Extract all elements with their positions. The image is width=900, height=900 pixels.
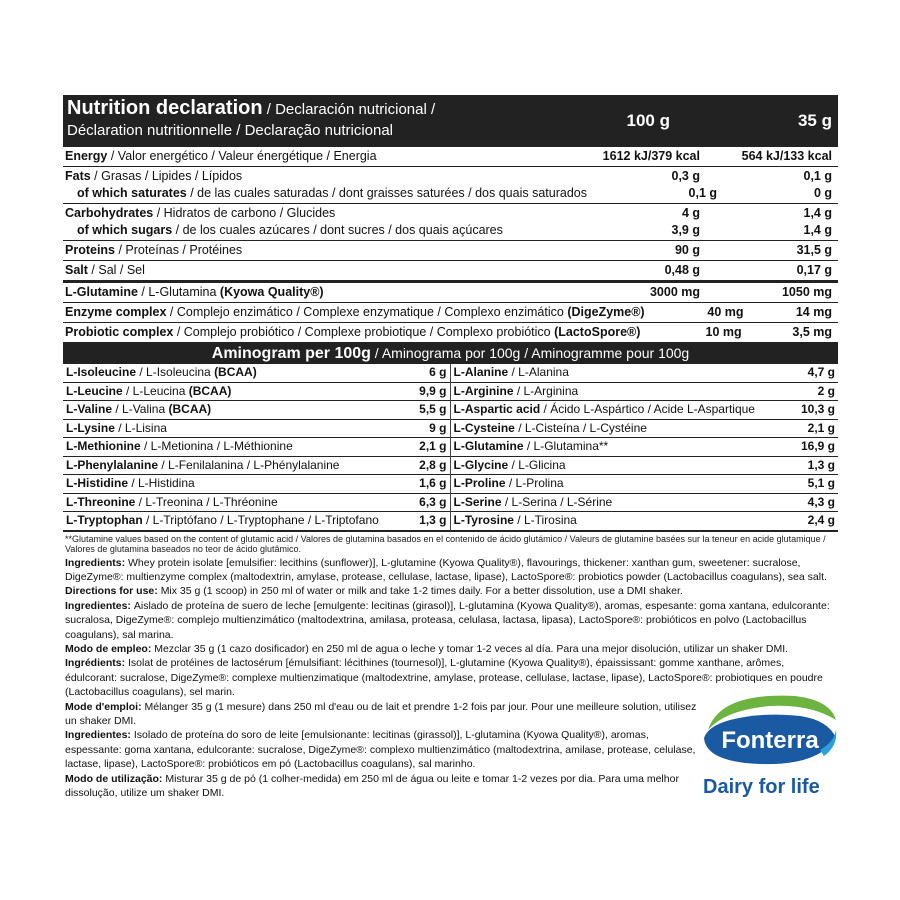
amino-acid-name: L-Tyrosine / L-Tirosina xyxy=(453,513,577,527)
amino-acid-name: L-Valine / L-Valina (BCAA) xyxy=(66,402,212,416)
aminogram-row xyxy=(63,383,450,402)
aminogram-row xyxy=(63,475,450,494)
aminogram-left-column xyxy=(63,364,451,531)
amino-acid-name: L-Cysteine / L-Cisteína / L-Cystéine xyxy=(453,420,647,435)
aminogram-row xyxy=(451,383,839,402)
aminogram-row xyxy=(451,494,839,513)
amino-acid-name: L-Phenylalanine / L-Fenilalanina / L-Phénylalanine xyxy=(66,457,340,472)
ingredients-paragraph: Ingredientes: Aislado de proteína de suero de leche [emulgente: lecitinas (girasol)], L-glutamina (Kyowa Quality®), aromas, espesante: goma xantana, edulcorante: sucralosa, DigeZyme®: complejo multienzimático (maltodextrina, amilasa, proteasa, celulasa, lactasa, lipasa), LactoSpore®: probióticos en polvo (Lactobacillus coagulans), sal marina. xyxy=(65,599,830,641)
amino-acid-value: 6,3 g xyxy=(419,494,447,509)
amino-acid-name: L-Histidine / L-Histidina xyxy=(66,476,195,490)
probiotic-group xyxy=(63,322,838,342)
aminogram-row xyxy=(451,420,839,439)
amino-acid-value: 2,8 g xyxy=(419,457,447,472)
fonterra-brand-text: Fonterra xyxy=(721,727,819,754)
proteins-row: Proteins / Proteínas / Protéines 90 g 31,5 g xyxy=(65,243,832,257)
amino-acid-value: 16,9 g xyxy=(800,439,835,453)
fats-row: Fats / Grasas / Lipides / Lípidos 0,3 g 0,1 g xyxy=(65,169,832,183)
saturates-row: of which saturates / de las cuales saturadas / dont graisses saturées / dos quais saturados 0,1 g 0 g xyxy=(77,186,832,200)
ingredients-paragraph: Ingredients: Whey protein isolate [emulsifier: lecithins (sunflower)], L-glutamine (Kyowa Quality®), flavourings, thickener: xanthan gum, sweetener: sucralose, DigeZyme®: multienzyme complex (maltodextrin, amylase, protease, cellulase, lactase, lipase), LactoSpore®: probiotics powder (Lactobacillus coagulans), sea salt. xyxy=(65,556,827,583)
aminogram-row xyxy=(451,512,839,531)
enzyme-group xyxy=(63,302,838,322)
aminogram-row xyxy=(451,438,839,457)
nutrition-title: Nutrition declaration / Declaración nutricional / Déclaration nutritionnelle / Declaração nutricional xyxy=(67,97,436,139)
amino-acid-name: L-Tryptophan / L-Triptófano / L-Tryptophane / L-Triptofano xyxy=(66,513,379,527)
ingredients-paragraph: Ingrédients: Isolat de protéines de lactosérum [émulsifiant: lécithines (tournesol)], L-glutamine (Kyowa Quality®), épaississant: gomme xanthane, arômes, édulcorant: sucralose, DigeZyme®: complexe multienzimatique (maltodextrine, amylase, protease, cellulase, lactase, lipase), LactoSpore®: probiotiques en poudre (Lactobacillus coagulans), sel marin. xyxy=(65,657,823,699)
amino-acid-value: 4,3 g xyxy=(807,494,835,509)
column-35g-header: 35 g xyxy=(797,111,832,130)
column-100g-header: 100 g xyxy=(626,111,670,130)
amino-acid-value: 2,1 g xyxy=(419,439,447,453)
fonterra-logo xyxy=(700,690,840,810)
carbohydrates-group xyxy=(63,203,838,240)
aminogram-row xyxy=(63,457,450,476)
amino-acid-value: 9,9 g xyxy=(419,383,447,398)
fonterra-tagline: Dairy for life xyxy=(703,776,820,798)
amino-acid-name: L-Methionine / L-Metionina / L-Méthionine xyxy=(66,439,293,453)
aminogram-row xyxy=(451,364,839,383)
ingredients-paragraph: Modo de empleo: Mezclar 35 g (1 cazo dosificador) en 250 ml de agua o leche y tomar 1-2 veces al día. Para una mejor disolución, utilizar un shaker DMI. xyxy=(65,642,789,655)
aminogram-row xyxy=(451,401,839,420)
amino-acid-value: 2,1 g xyxy=(807,420,835,435)
amino-acid-name: L-Threonine / L-Treonina / L-Thréonine xyxy=(66,494,278,509)
amino-acid-name: L-Proline / L-Prolina xyxy=(453,476,564,490)
aminogram-row xyxy=(63,512,450,531)
amino-acid-value: 1,3 g xyxy=(419,513,447,527)
ingredients-paragraph: Modo de utilização: Misturar 35 g de pó (1 colher-medida) em 250 ml de água ou leite e tomar 1-2 vezes por dia. Para uma melhor dissolução, utilize um shaker DMI. xyxy=(65,772,679,799)
glutamine-row: L-Glutamine / L-Glutamina (Kyowa Quality®) 3000 mg 1050 mg xyxy=(65,285,832,299)
amino-acid-value: 9 g xyxy=(429,420,447,435)
aminogram-row xyxy=(63,494,450,513)
energy-group xyxy=(63,147,838,166)
sugars-row: of which sugars / de los cuales azúcares / dont sucres / dos quais açúcares 3,9 g 1,4 g xyxy=(77,223,832,237)
amino-acid-name: L-Glutamine / L-Glutamina** xyxy=(453,439,609,453)
aminogram-row xyxy=(63,364,450,383)
amino-acid-name: L-Leucine / L-Leucina (BCAA) xyxy=(66,383,232,398)
probiotic-row: Probiotic complex / Complejo probiótico / Complexe probiotique / Complexo probiótico (LactoSpore®) 10 mg 3,5 mg xyxy=(65,325,832,339)
ingredients-paragraph: Mode d'emploi: Mélanger 35 g (1 mesure) dans 250 ml d'eau ou de lait et prendre 1-2 fois par jour. Pour une meilleure solution, utilisez un shaker DMI. xyxy=(65,700,697,727)
fats-group xyxy=(63,166,838,203)
amino-acid-value: 10,3 g xyxy=(800,402,835,416)
enzyme-row: Enzyme complex / Complejo enzimático / Complexe enzymatique / Complexo enzimático (DigeZyme®) 40 mg 14 mg xyxy=(65,305,832,319)
aminogram-table xyxy=(63,364,838,531)
amino-acid-value: 5,5 g xyxy=(419,402,447,416)
amino-acid-value: 1,6 g xyxy=(419,476,447,490)
proteins-group xyxy=(63,240,838,260)
aminogram-row xyxy=(451,457,839,476)
amino-acid-value: 1,3 g xyxy=(807,457,835,472)
aminogram-row xyxy=(63,420,450,439)
amino-acid-name: L-Serine / L-Serina / L-Sérine xyxy=(453,494,613,509)
amino-acid-name: L-Glycine / L-Glicina xyxy=(453,457,566,472)
amino-acid-value: 4,7 g xyxy=(807,365,835,379)
energy-row: Energy / Valor energético / Valeur énergétique / Energia 1612 kJ/379 kcal 564 kJ/133 kcal xyxy=(65,149,832,163)
amino-acid-name: L-Alanine / L-Alanina xyxy=(453,365,569,379)
fonterra-swoosh-icon xyxy=(700,690,840,770)
ingredients-paragraph: Directions for use: Mix 35 g (1 scoop) in 250 ml of water or milk and take 1-2 times daily. For a better dissolution, use a DMI shaker. xyxy=(65,585,683,598)
salt-row: Salt / Sal / Sel 0,48 g 0,17 g xyxy=(65,263,832,277)
amino-acid-name: L-Arginine / L-Arginina xyxy=(453,383,579,398)
carbohydrates-row: Carbohydrates / Hidratos de carbono / Glucides 4 g 1,4 g xyxy=(65,206,832,220)
amino-acid-name: L-Aspartic acid / Ácido L-Aspártico / Acide L-Aspartique xyxy=(453,402,755,416)
aminogram-row xyxy=(451,475,839,494)
aminogram-header: Aminogram per 100g / Aminograma por 100g / Aminogramme pour 100g xyxy=(63,342,838,364)
salt-group xyxy=(63,260,838,280)
glutamine-footnote: **Glutamine values based on the content of glutamic acid / Valores de glutamina basados en el contenido de ácido glutámico / Valeurs de glutamine basées sur la teneur en acide glutamique / Valores de glutamina baseados no teor de ácido glutâmico. xyxy=(63,531,838,556)
aminogram-right-column xyxy=(451,364,839,531)
amino-acid-name: L-Isoleucine / L-Isoleucina (BCAA) xyxy=(66,365,257,379)
nutrition-header xyxy=(63,95,838,147)
amino-acid-value: 2,4 g xyxy=(807,513,835,527)
ingredients-paragraph: Ingredientes: Isolado de proteína do soro de leite [emulsionante: lecitinas (girassol)], L-glutamina (Kyowa Quality®), aromas, espessante: goma xantana, edulcorante: sucralose, DigeZyme®: complexo multienzimático (maltodextrina, amilase, protease, celulase, lactase, lipase), LactoSpore®: probióticos em pó (Lactobacillus coagulans), sal marinho. xyxy=(65,729,696,771)
amino-acid-name: L-Lysine / L-Lisina xyxy=(66,420,167,435)
aminogram-row xyxy=(63,401,450,420)
aminogram-row xyxy=(63,438,450,457)
amino-acid-value: 6 g xyxy=(429,365,447,379)
amino-acid-value: 5,1 g xyxy=(807,476,835,490)
amino-acid-value: 2 g xyxy=(817,383,835,398)
glutamine-group xyxy=(63,280,838,302)
